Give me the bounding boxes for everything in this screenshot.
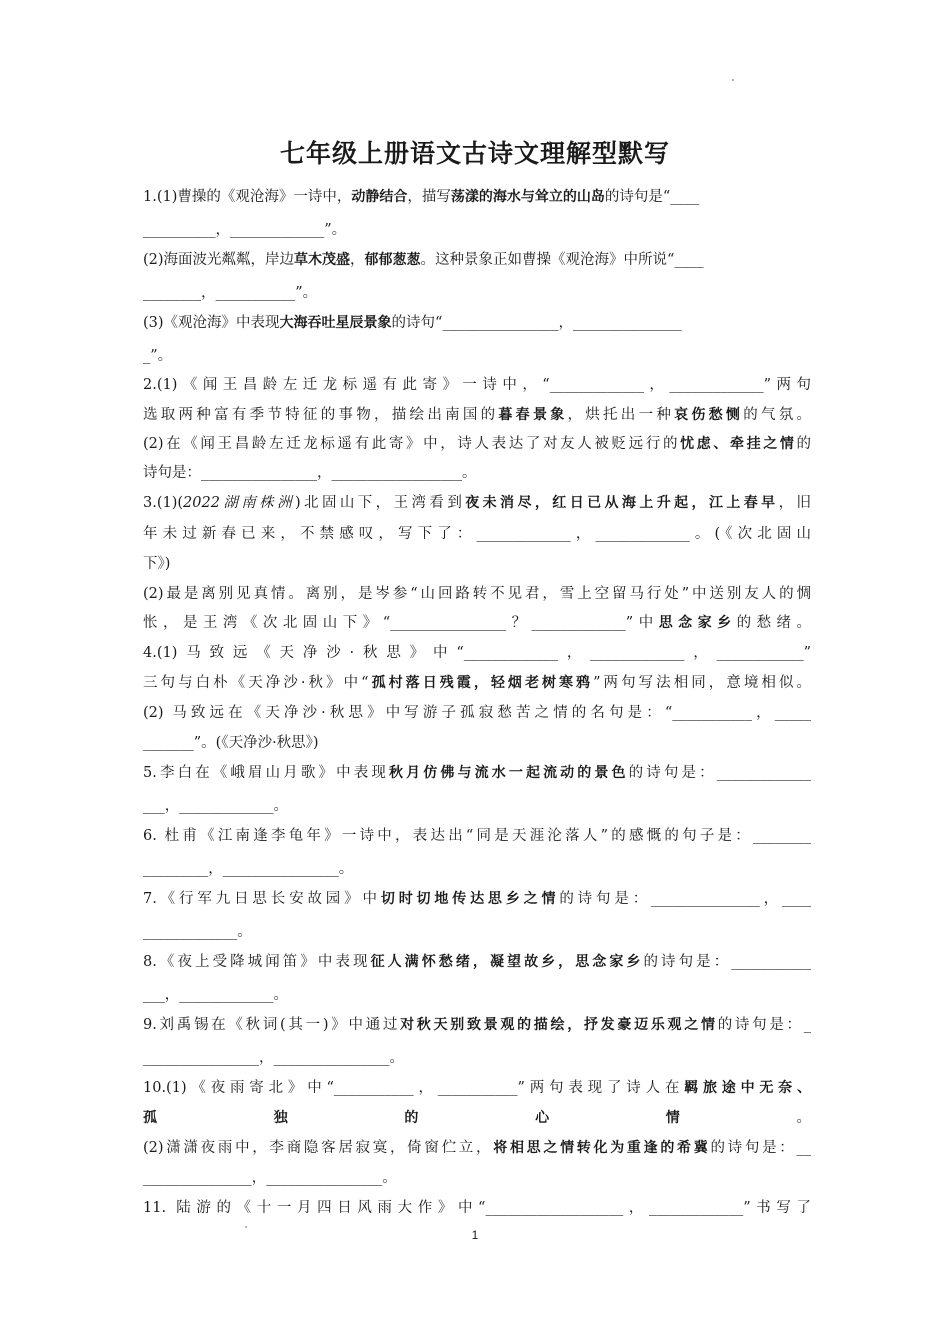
text-line [143,1106,811,1130]
text-run: _____________。 [143,924,252,940]
text-line [143,761,811,785]
text-run: 6. 杜甫《江南逢李龟年》一诗中，表达出“同是天涯沦落人”的感慨的句子是：________ [143,828,811,844]
text-run: (2)在《闻王昌龄左迁龙标遥有此寄》中，诗人表达了对友人被贬远行的 [143,436,681,452]
text-line [143,794,811,818]
text-line [143,344,811,368]
text-run: __________，_____________”。 [143,222,347,238]
source-note: 2022湖南株洲 [183,495,295,511]
text-run: ， [623,1200,649,1216]
text-line [143,857,811,881]
text-run: 的气氛。 [743,407,812,423]
text-line [143,1013,811,1037]
text-line [143,185,811,209]
text-line [143,248,811,272]
text-run: 的诗句是：_ [717,1017,812,1033]
text-run: 。 [796,1110,811,1126]
text-line [143,461,811,485]
text-line [143,887,811,911]
text-line [143,1136,811,1160]
text-run: 1.(1)曹操的《观沧海》一诗中， [143,189,352,205]
text-run: 3.(1)( [143,495,184,511]
text-run: 三句与白朴《天净沙·秋》中“ [143,675,369,691]
emphasis-text: 忧虑、牵挂之情 [680,436,797,452]
text-line [143,522,811,546]
text-run: 怅，是王湾《次北固山下》“________________？_____________”中 [143,615,659,631]
text-line [143,1196,811,1220]
emphasis-text: 哀伤愁恻 [674,407,744,423]
text-line [143,701,811,725]
emphasis-text: 郁郁葱葱 [364,252,421,268]
emphasis-text: 对秋天别致景观的描绘，抒发豪迈乐观之情 [400,1017,718,1033]
emphasis-text: 动静结合 [351,189,408,205]
emphasis-text: 暮春景象 [498,407,568,423]
text-line [143,824,811,848]
text-line [143,611,811,635]
text-run: ________________，________________。 [143,1050,404,1066]
text-run: (2)潇潇夜雨中，李商隐客居寂寞，倚窗伫立， [143,1140,494,1156]
emphasis-text: 思念家乡 [658,615,737,631]
text-run: ________，___________”。 [143,285,318,301]
text-run: ，旧 [778,495,812,511]
text-run: 9.刘禹锡在《秋词(其一)》中通过 [143,1017,401,1033]
emphasis-text: 切时切地传达思乡之情 [380,891,560,907]
text-line [143,403,811,427]
text-line [143,432,811,456]
text-line [143,731,811,755]
scan-speck [732,79,734,81]
emphasis-text: 征人满怀愁绪，凝望故乡，思念家乡 [370,954,644,970]
emphasis-text: 羁旅途中无奈、 [684,1080,811,1096]
text-run: 选取两种富有季节特征的事物，描绘出南国的 [143,407,499,423]
text-run: (3)《观沧海》中表现 [143,315,280,331]
text-run: 5.李白在《峨眉山月歌》中表现 [143,765,389,781]
text-run: _______”。(《天净沙·秋思》) [143,735,319,751]
text-run: 8.《夜上受降城闻笛》中表现 [143,954,371,970]
text-run: _”。 [143,348,173,364]
text-line [143,1166,811,1190]
text-line [143,920,811,944]
text-run: (2)最是离别见真情。离别，是岑参“山回路转不见君，雪上空留马行处”中送别友人的惆 [143,586,811,602]
text-run: ，描写 [407,189,451,205]
text-run: 的愁绪。 [736,615,812,631]
answer-blank: ___________________ [485,1200,624,1216]
text-line [143,311,811,335]
text-line [143,641,811,665]
text-run: 10.(1)《夜雨寄北》中“___________，___________”两句表现了诗人在 [143,1080,685,1096]
text-run: ”两句写法相同，意境相似。 [593,675,811,691]
text-line [143,552,811,576]
text-line [143,281,811,305]
text-run: 的诗句“________________，_______________ [391,315,682,331]
text-line [143,1076,811,1100]
text-run: 。这种景象正如曹操《观沧海》中所说“____ [420,252,704,268]
text-run: 11. 陆游的《十一月四日风雨大作》中“ [143,1200,486,1216]
text-line [143,950,811,974]
text-run: ， [350,252,365,268]
page-number: 1 [471,1228,479,1242]
text-run: (2)海面波光粼粼，岸边 [143,252,295,268]
text-run: 7.《行军九日思长安故园》中 [143,891,381,907]
text-run: 的诗句是：__ [710,1140,812,1156]
text-line [143,1046,811,1070]
text-line [143,373,811,397]
text-run: 的诗句是：_____________ [628,765,811,781]
text-run: 的诗句是：___________ [643,954,811,970]
emphasis-text: 大海吞吐星辰景象 [279,315,392,331]
text-run: _________，________________。 [143,861,354,877]
text-run: (2) 马致远在《天净沙·秋思》中写游子孤寂愁苦之情的名句是：“___________，_____ [143,705,811,721]
text-run: 的 [796,436,811,452]
text-line [143,582,811,606]
text-run: 的诗句是：_______________，____ [559,891,811,907]
text-run: )北固山下，王湾看到 [294,495,466,511]
text-line [143,983,811,1007]
emphasis-text: 荡漾的海水与耸立的山岛 [450,189,605,205]
text-run: ___，_____________。 [143,987,288,1003]
text-line [143,218,811,242]
text-run: 诗句是：________________，__________________。 [143,465,477,481]
text-run: _______________，________________。 [143,1170,397,1186]
text-run: ___，_____________。 [143,798,288,814]
text-run: ”书写了 [743,1200,812,1216]
text-run: ，烘托出一种 [567,407,675,423]
page-title: 七年级上册语文古诗文理解型默写 [279,139,670,168]
text-line [143,671,811,695]
emphasis-text: 孤独的心情 [143,1110,797,1126]
emphasis-text: 将相思之情转化为重逢的希冀 [493,1140,711,1156]
answer-blank: _____________ [648,1200,744,1216]
emphasis-text: 草木茂盛 [294,252,351,268]
emphasis-text: 夜未消尽，红日已从海上升起，江上春早 [465,495,779,511]
text-run: 的诗句是“____ [604,189,700,205]
text-run: 2.(1)《闻王昌龄左迁龙标遥有此寄》一诗中，“_____________，_____________”两句 [143,377,811,393]
text-line [143,491,811,515]
emphasis-text: 秋月仿佛与流水一起流动的景色 [389,765,629,781]
text-run: 年未过新春已来，不禁感叹，写下了：_____________，_____________。(《次北固山 [143,526,811,542]
text-run: 4.(1)马致远《天净沙·秋思》中“_____________，_____________，____________” [143,645,811,661]
text-run: 下》) [143,556,171,572]
emphasis-text: 孤村落日残霞，轻烟老树寒鸦 [368,675,594,691]
